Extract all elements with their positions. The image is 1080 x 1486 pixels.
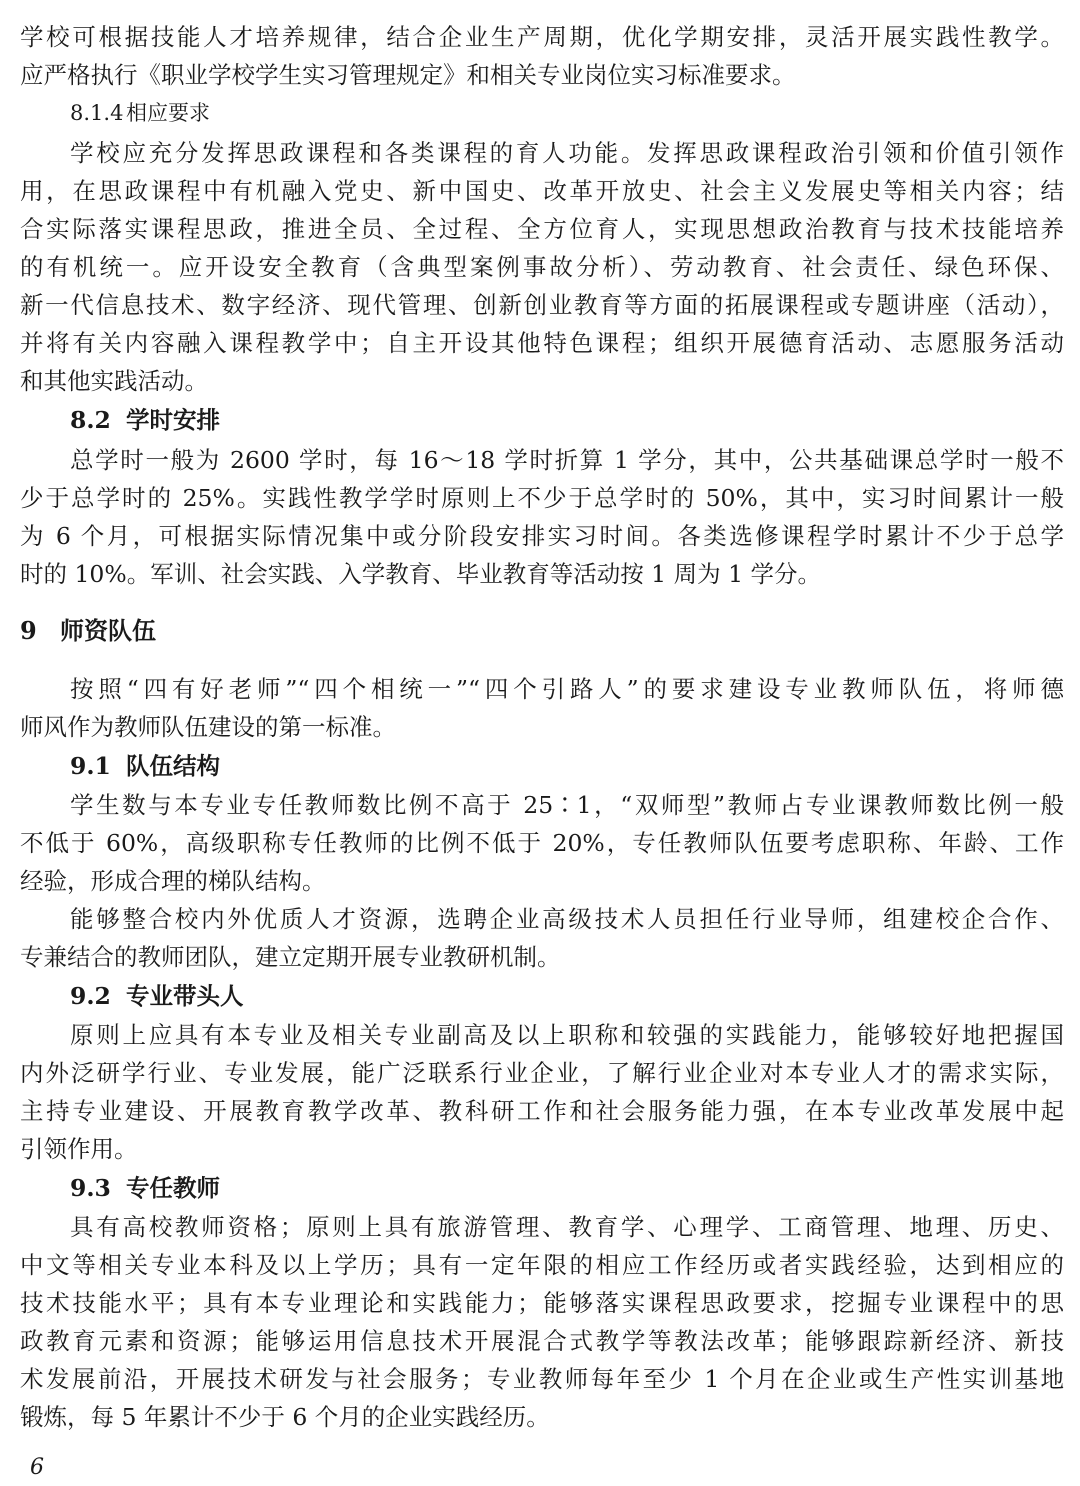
text-line: 应严格执行《职业学校学生实习管理规定》和相关专业岗位实习标准要求。 bbox=[20, 61, 796, 89]
text-line: 专兼结合的教师团队，建立定期开展专业教研机制。 bbox=[20, 943, 561, 971]
text-line: 内外泛研学行业、专业发展，能广泛联系行业企业，了解行业企业对本专业人才的需求实际， bbox=[20, 1059, 1064, 1087]
section-title: 相应要求 bbox=[126, 101, 210, 125]
section-number: 8.1.4 bbox=[70, 101, 124, 125]
chapter-number: 9 bbox=[20, 616, 37, 645]
section-number: 9.3 bbox=[70, 1174, 111, 1202]
text-line: 为 6 个月，可根据实际情况集中或分阶段安排实习时间。各类选修课程学时累计不少于总学 bbox=[20, 522, 1064, 550]
text-line: 术发展前沿，开展技术研发与社会服务；专业教师每年至少 1 个月在企业或生产性实训基地 bbox=[20, 1365, 1064, 1393]
text-line: 学校应充分发挥思政课程和各类课程的育人功能。发挥思政课程政治引领和价值引领作 bbox=[70, 139, 1064, 167]
text-line: 合实际落实课程思政，推进全员、全过程、全方位育人，实现思想政治教育与技术技能培养 bbox=[20, 215, 1064, 243]
section-heading-9-3 bbox=[70, 1169, 1064, 1207]
section-title: 专业带头人 bbox=[126, 982, 244, 1010]
text-line: 的有机统一。应开设安全教育（含典型案例事故分析）、劳动教育、社会责任、绿色环保、 bbox=[20, 253, 1064, 281]
text-line: 能够整合校内外优质人才资源，选聘企业高级技术人员担任行业导师，组建校企合作、 bbox=[70, 905, 1064, 933]
text-line: 按照“四有好老师”“四个相统一”“四个引路人”的要求建设专业教师队伍，将师德 bbox=[70, 675, 1064, 703]
page-number: 6 bbox=[30, 1455, 44, 1480]
section-title: 专任教师 bbox=[126, 1174, 220, 1202]
text-line: 时的 10%。军训、社会实践、入学教育、毕业教育等活动按 1 周为 1 学分。 bbox=[20, 560, 821, 588]
section-heading-9-1 bbox=[70, 747, 1064, 785]
section-heading-8-1-4 bbox=[70, 94, 1064, 132]
section-title: 学时安排 bbox=[126, 406, 220, 434]
chapter-heading-9 bbox=[20, 612, 1064, 650]
chapter-title: 师资队伍 bbox=[60, 616, 156, 645]
section-number: 8.2 bbox=[70, 406, 111, 434]
text-line: 引领作用。 bbox=[20, 1135, 138, 1163]
text-line: 经验，形成合理的梯队结构。 bbox=[20, 867, 326, 895]
text-line: 中文等相关专业本科及以上学历；具有一定年限的相应工作经历或者实践经验，达到相应的 bbox=[20, 1251, 1064, 1279]
section-number: 9.1 bbox=[70, 752, 111, 780]
text-line: 用，在思政课程中有机融入党史、新中国史、改革开放史、社会主义发展史等相关内容；结 bbox=[20, 177, 1064, 205]
text-line: 不低于 60%，高级职称专任教师的比例不低于 20%，专任教师队伍要考虑职称、年龄、工作 bbox=[20, 829, 1064, 857]
section-number: 9.2 bbox=[70, 982, 111, 1010]
text-line: 并将有关内容融入课程教学中；自主开设其他特色课程；组织开展德育活动、志愿服务活动 bbox=[20, 329, 1064, 357]
text-line: 锻炼，每 5 年累计不少于 6 个月的企业实践经历。 bbox=[20, 1403, 550, 1431]
text-line: 总学时一般为 2600 学时，每 16～18 学时折算 1 学分，其中，公共基础课总学时一般不 bbox=[70, 446, 1064, 474]
section-heading-9-2 bbox=[70, 977, 1064, 1015]
text-line: 师风作为教师队伍建设的第一标准。 bbox=[20, 713, 396, 741]
text-line: 学生数与本专业专任教师数比例不高于 25∶1，“双师型”教师占专业课教师数比例一般 bbox=[70, 791, 1064, 819]
text-line: 原则上应具有本专业及相关专业副高及以上职称和较强的实践能力，能够较好地把握国 bbox=[70, 1021, 1064, 1049]
text-line: 少于总学时的 25%。实践性教学学时原则上不少于总学时的 50%，其中，实习时间累计一般 bbox=[20, 484, 1064, 512]
text-line: 具有高校教师资格；原则上具有旅游管理、教育学、心理学、工商管理、地理、历史、 bbox=[70, 1213, 1064, 1241]
text-line: 新一代信息技术、数字经济、现代管理、创新创业教育等方面的拓展课程或专题讲座（活动）， bbox=[20, 291, 1064, 319]
section-title: 队伍结构 bbox=[126, 752, 220, 780]
text-line: 和其他实践活动。 bbox=[20, 367, 208, 395]
section-heading-8-2 bbox=[70, 401, 1064, 439]
text-line: 技术技能水平；具有本专业理论和实践能力；能够落实课程思政要求，挖掘专业课程中的思 bbox=[20, 1289, 1064, 1317]
text-line: 政教育元素和资源；能够运用信息技术开展混合式教学等教法改革；能够跟踪新经济、新技 bbox=[20, 1327, 1064, 1355]
text-line: 学校可根据技能人才培养规律，结合企业生产周期，优化学期安排，灵活开展实践性教学。 bbox=[20, 23, 1064, 51]
text-line: 主持专业建设、开展教育教学改革、教科研工作和社会服务能力强，在本专业改革发展中起 bbox=[20, 1097, 1064, 1125]
